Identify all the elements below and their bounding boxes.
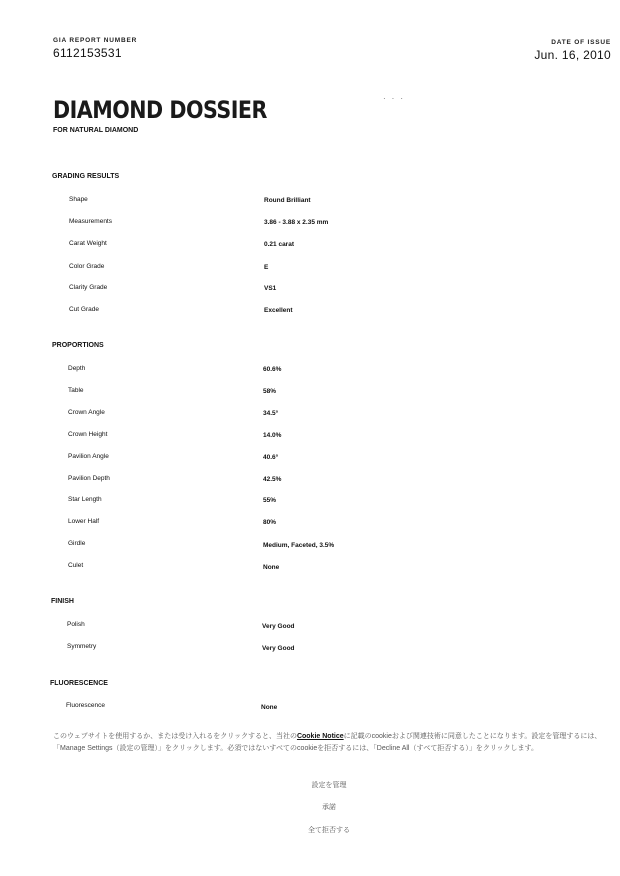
row-label: Culet: [68, 562, 84, 569]
cookie-notice-text: [53, 731, 609, 754]
manage-settings-button[interactable]: 設定を管理: [0, 778, 620, 792]
page-subtitle: FOR NATURAL DIAMOND: [53, 127, 139, 134]
row-label: Measurements: [69, 218, 112, 225]
row-value: E: [264, 264, 269, 271]
cookie-text-after: に記載のcookieおよび関連技術に同意したことになります。設定を管理するには、「Manage Settings（設定の管理）」をクリックします。必須ではないすべてのcookieを拒否するには、「Decline All（すべて拒否する）」をクリックします。: [53, 733, 602, 752]
row-label: Pavilion Depth: [68, 475, 110, 482]
section-title-finish: FINISH: [51, 598, 74, 605]
row-value: 14.0%: [263, 432, 282, 439]
row-value: 3.86 - 3.88 x 2.35 mm: [264, 219, 329, 226]
row-value: Round Brilliant: [264, 197, 311, 204]
row-label: Carat Weight: [69, 240, 107, 247]
row-value: 34.5°: [263, 410, 279, 417]
section-title-proportions: PROPORTIONS: [52, 342, 104, 349]
row-value: Medium, Faceted, 3.5%: [263, 542, 335, 549]
issue-date: Jun. 16, 2010: [534, 48, 611, 62]
row-value: Very Good: [262, 645, 295, 652]
section-title-fluorescence: FLUORESCENCE: [50, 680, 108, 687]
row-label: Table: [68, 387, 84, 394]
report-number: 6112153531: [53, 46, 122, 60]
row-label: Cut Grade: [69, 306, 99, 313]
row-value: Excellent: [264, 307, 293, 314]
row-label: Girdle: [68, 540, 86, 547]
row-value: 55%: [263, 497, 277, 504]
row-label: Symmetry: [67, 643, 97, 650]
row-label: Shape: [69, 196, 88, 203]
cookie-notice-link[interactable]: Cookie Notice: [296, 733, 344, 740]
row-value: VS1: [264, 285, 277, 292]
row-value: None: [261, 704, 278, 711]
row-value: 80%: [263, 519, 277, 526]
row-label: Clarity Grade: [69, 284, 108, 291]
row-value: 0.21 carat: [264, 241, 294, 248]
row-label: Pavilion Angle: [68, 453, 109, 460]
decorative-dots: ···: [383, 94, 409, 103]
row-value: None: [263, 564, 280, 571]
row-label: Crown Angle: [68, 409, 105, 416]
page-title: DIAMOND DOSSIER: [53, 96, 267, 124]
row-value: 60.6%: [263, 366, 282, 373]
row-value: 58%: [263, 388, 277, 395]
cookie-text-before: このウェブサイトを使用するか、または受け入れるをクリックすると、当社の: [53, 733, 297, 740]
row-label: Star Length: [68, 496, 102, 503]
accept-button[interactable]: 承諾: [0, 800, 620, 814]
row-label: Fluorescence: [66, 702, 106, 709]
date-label: DATE OF ISSUE: [551, 39, 611, 46]
row-value: Very Good: [262, 623, 295, 630]
row-label: Depth: [68, 365, 86, 372]
row-label: Polish: [67, 621, 85, 628]
section-title-grading: GRADING RESULTS: [52, 173, 120, 180]
row-label: Lower Half: [68, 518, 100, 525]
row-label: Color Grade: [69, 263, 105, 270]
report-number-label: GIA REPORT NUMBER: [53, 37, 138, 44]
row-value: 42.5%: [263, 476, 282, 483]
row-label: Crown Height: [68, 431, 108, 438]
row-value: 40.6°: [263, 454, 279, 461]
decline-all-button[interactable]: 全て拒否する: [0, 823, 620, 837]
